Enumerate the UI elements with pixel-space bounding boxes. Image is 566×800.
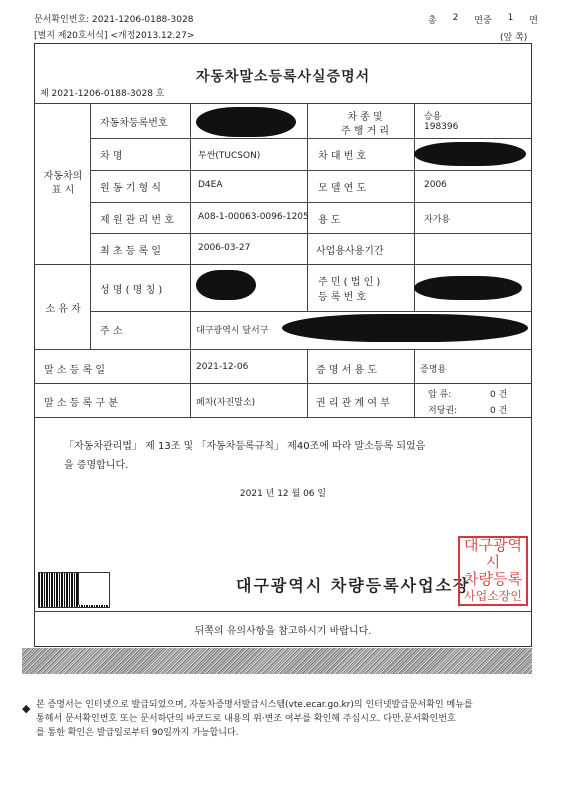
- security-pattern-band: [22, 648, 532, 674]
- grid-line: [34, 264, 531, 265]
- grid-line: [190, 103, 191, 417]
- spec-label: 제 원 관 리 번 호: [100, 215, 174, 226]
- bottom-note-line-2: 통해서 문서확인번호 또는 문서하단의 바코드로 내용의 위·변조 여부를 확인해 주십시오. 다만,문서확인번호: [36, 714, 456, 724]
- engine-label: 원 동 기 형 식: [100, 183, 162, 194]
- grid-line: [90, 202, 531, 203]
- seizure-label: 압 류:: [428, 390, 452, 400]
- notice-bullet-icon: ◆: [22, 702, 31, 715]
- use-value: 자가용: [424, 215, 451, 225]
- grid-line: [90, 311, 531, 312]
- redacted-reg-no: [196, 107, 296, 137]
- document-number: 제 2021-1206-0188-3028 호: [40, 89, 165, 99]
- purpose-value: 증명용: [420, 365, 447, 375]
- form-number: [별지 제20호서식] <개정2013.12.27>: [34, 31, 195, 41]
- grid-line: [34, 349, 531, 350]
- vehicle-section-label: [36, 170, 90, 198]
- reg-no-label: 자동차등록번호: [100, 118, 168, 129]
- type-value: 승용: [424, 112, 442, 122]
- seal-line-1: 대구광역시: [464, 536, 522, 571]
- rights-label: 권 리 관 계 여 부: [316, 398, 390, 409]
- owner-id-label-1: 주 민 ( 법 인 ): [318, 277, 381, 288]
- model-year-value: 2006: [424, 180, 447, 190]
- official-seal: [458, 536, 528, 606]
- cancel-date-label: 말 소 등 록 일: [44, 365, 106, 376]
- spec-value: A08-1-00063-0096-1205: [198, 212, 309, 222]
- seal-line-2: 차량등록: [464, 570, 522, 588]
- cancel-date-value: 2021-12-06: [196, 362, 249, 372]
- grid-line: [34, 383, 531, 384]
- issue-date: 2021 년 12 월 06 일: [239, 489, 327, 499]
- grid-line: [90, 138, 531, 139]
- page-total: 2: [452, 13, 459, 23]
- grid-line: [414, 349, 415, 417]
- grid-line: [307, 349, 308, 417]
- chassis-label: 차 대 번 호: [318, 151, 367, 162]
- doc-check-number: 문서확인번호: 2021-1206-0188-3028: [34, 15, 194, 25]
- page-side: (앞 쪽): [500, 33, 528, 43]
- statement-line-2: 을 증명합니다.: [64, 460, 129, 471]
- grid-line: [34, 417, 531, 418]
- vehicle-section-label-2: 표 시: [51, 185, 75, 196]
- first-reg-label: 최 초 등 록 일: [100, 246, 162, 257]
- document-title: 자동차말소등록사실증명서: [195, 69, 371, 85]
- page-total-label: 총: [428, 16, 437, 26]
- grid-line: [90, 170, 531, 171]
- redacted-owner-id: [414, 276, 522, 300]
- mortgage-label: 저당권:: [428, 406, 458, 416]
- mortgage-value: 0 건: [490, 406, 508, 416]
- page-count: [428, 13, 538, 26]
- purpose-label: 증 명 서 용 도: [316, 365, 378, 376]
- owner-name-label: 성 명 ( 명 칭 ): [100, 285, 163, 296]
- footer-notice: 뒤쪽의 유의사항을 참고하시기 바랍니다.: [194, 626, 372, 637]
- owner-id-label-2: 등 록 번 호: [318, 292, 367, 303]
- car-name-label-text: 차 명: [100, 151, 123, 162]
- mileage-value: 198396: [424, 122, 459, 132]
- redacted-address: [282, 314, 528, 342]
- type-label: 차 종 및: [347, 112, 383, 123]
- barcode: [38, 572, 110, 608]
- use-label: 용 도: [318, 215, 341, 226]
- notice-divider: [34, 611, 531, 612]
- grid-line: [307, 103, 308, 311]
- statement-line-1: 「자동차관리법」 제 13조 및 「자동차등록규칙」 제40조에 따라 말소등록 되었음: [64, 441, 426, 452]
- redacted-owner-name: [196, 270, 256, 300]
- page-unit: 면: [529, 16, 538, 26]
- redacted-chassis: [414, 142, 526, 166]
- grid-line: [90, 103, 91, 349]
- table-top-line: [34, 103, 531, 104]
- owner-section-label: 소 유 자: [45, 304, 81, 315]
- barcode-blank: [78, 573, 109, 605]
- seizure-value: 0 건: [490, 390, 508, 400]
- cancel-type-value: 폐차(자진말소): [196, 398, 256, 408]
- first-reg-value: 2006-03-27: [198, 243, 251, 253]
- biz-period-label: 사업용사용기간: [316, 246, 384, 257]
- mileage-label: 주 행 거 리: [340, 126, 390, 137]
- cancel-type-label: 말 소 등 록 구 분: [44, 398, 118, 409]
- bottom-note-line-1: 본 증명서는 인터넷으로 발급되었으며, 자동차증명서발급시스템(vte.ecar.go.kr)의 인터넷발급문서확인 메뉴를: [36, 700, 473, 710]
- page-number: 1: [507, 13, 514, 23]
- address-label: 주 소: [100, 326, 123, 337]
- page-label: 면중: [474, 16, 492, 26]
- grid-line: [414, 103, 415, 311]
- bottom-note-line-3: 를 통한 확인은 발급일로부터 90일까지 가능합니다.: [36, 728, 239, 738]
- car-name-value: 투싼(TUCSON): [198, 151, 261, 161]
- vehicle-section-label-1: 자동차의: [43, 171, 83, 182]
- seal-line-3: 사업소장인: [464, 589, 522, 603]
- grid-line: [90, 233, 531, 234]
- issuer-name: 대구광역시 차량등록사업소장: [236, 576, 471, 595]
- model-year-label: 모 델 연 도: [318, 183, 367, 194]
- address-value: 대구광역시 달서구: [196, 326, 269, 336]
- engine-value: D4EA: [198, 180, 223, 190]
- car-name-label: [100, 147, 180, 162]
